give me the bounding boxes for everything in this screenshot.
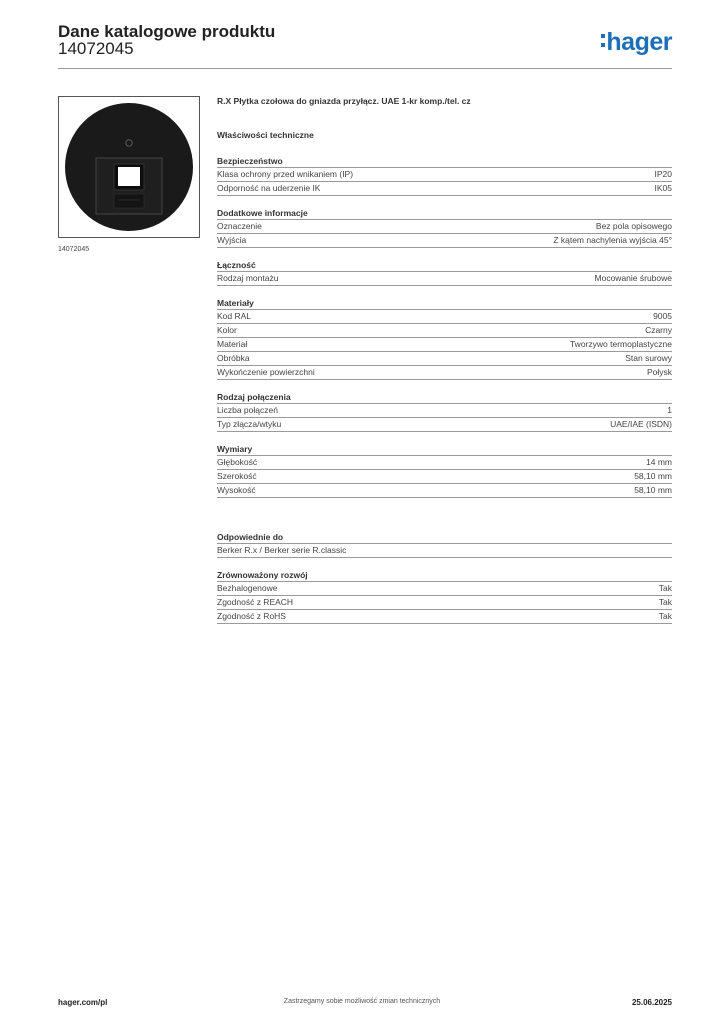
spec-label: Kod RAL <box>217 311 252 321</box>
spec-row <box>217 456 672 470</box>
spec-value: Czarny <box>645 325 672 335</box>
spec-label: Oznaczenie <box>217 221 262 231</box>
spec-value: Tak <box>658 611 672 621</box>
logo-dots-icon <box>601 34 605 52</box>
product-code: 14072045 <box>58 39 134 58</box>
spec-row <box>217 352 672 366</box>
footer-notice: Zastrzegamy sobie możliwość zmian technicznych <box>283 998 441 1005</box>
product-image-frame <box>58 96 200 238</box>
spec-row <box>217 324 672 338</box>
spec-section <box>217 206 672 248</box>
spec-label: Wysokość <box>217 485 256 495</box>
spec-value: UAE/IAE (ISDN) <box>610 419 672 429</box>
spec-label: Bezhalogenowe <box>217 583 278 593</box>
section-title: Wymiary <box>217 442 672 456</box>
spec-row <box>217 182 672 196</box>
spec-value: Bez pola opisowego <box>595 221 672 231</box>
spec-value: 9005 <box>653 311 672 321</box>
spec-label: Berker R.x / Berker serie R.classic <box>217 545 347 555</box>
spec-row <box>217 366 672 380</box>
spec-label: Rodzaj montażu <box>217 273 279 283</box>
section-title: Zrównoważony rozwój <box>217 568 672 582</box>
product-name: R.X Płytka czołowa do gniazda przyłącz. UAE 1-kr komp./tel. cz <box>217 96 471 106</box>
spec-row <box>217 418 672 432</box>
spec-row <box>217 404 672 418</box>
hager-logo <box>601 28 672 57</box>
spec-value: Tak <box>658 583 672 593</box>
spec-section <box>217 530 672 558</box>
section-title: Łączność <box>217 258 672 272</box>
footer-website: hager.com/pl <box>58 998 108 1007</box>
technical-properties-heading: Właściwości techniczne <box>217 130 314 140</box>
spec-label: Materiał <box>217 339 248 349</box>
spec-label: Klasa ochrony przed wnikaniem (IP) <box>217 169 354 179</box>
image-caption: 14072045 <box>58 246 90 253</box>
spec-row <box>217 470 672 484</box>
spec-value: 58,10 mm <box>634 471 672 481</box>
section-title: Materiały <box>217 296 672 310</box>
spec-value: Stan surowy <box>625 353 672 363</box>
spec-section <box>217 154 672 196</box>
technical-sections <box>217 154 672 498</box>
spec-label: Odporność na uderzenie IK <box>217 183 321 193</box>
spec-value: Z kątem nachylenia wyjścia 45° <box>553 235 672 245</box>
footer-date: 25.06.2025 <box>631 998 672 1007</box>
spec-value: Połysk <box>646 367 672 377</box>
spec-row <box>217 310 672 324</box>
spec-value: IP20 <box>654 169 672 179</box>
spec-section <box>217 568 672 624</box>
section-title: Rodzaj połączenia <box>217 390 672 404</box>
spec-row <box>217 338 672 352</box>
spec-label: Zgodność z RoHS <box>217 611 286 621</box>
logo-text: hager <box>606 28 672 56</box>
spec-row <box>217 544 672 558</box>
product-details <box>217 96 672 624</box>
spec-value: Mocowanie śrubowe <box>594 273 672 283</box>
additional-sections <box>217 530 672 624</box>
spec-section <box>217 390 672 432</box>
spec-row <box>217 168 672 182</box>
spec-label: Szerokość <box>217 471 257 481</box>
spec-label: Zgodność z REACH <box>217 597 294 607</box>
spec-row <box>217 234 672 248</box>
spec-value: Tworzywo termoplastyczne <box>569 339 672 349</box>
section-title: Bezpieczeństwo <box>217 154 672 168</box>
spec-label: Liczba połączeń <box>217 405 278 415</box>
section-title: Odpowiednie do <box>217 530 672 544</box>
spec-row <box>217 272 672 286</box>
spec-label: Obróbka <box>217 353 250 363</box>
spec-row <box>217 582 672 596</box>
spec-row <box>217 610 672 624</box>
spec-value: 14 mm <box>646 457 672 467</box>
spec-value: Tak <box>658 597 672 607</box>
spec-section <box>217 258 672 286</box>
spec-value: 58,10 mm <box>634 485 672 495</box>
cover-plate-image <box>62 100 196 234</box>
spec-section <box>217 296 672 380</box>
section-title: Dodatkowe informacje <box>217 206 672 220</box>
spec-label: Wyjścia <box>217 235 247 245</box>
document-title: Dane katalogowe produktu <box>58 22 276 41</box>
spec-label: Wykończenie powierzchni <box>217 367 315 377</box>
spec-value: IK05 <box>654 183 672 193</box>
spec-value: 1 <box>667 405 672 415</box>
spec-label: Typ złącza/wtyku <box>217 419 282 429</box>
header-divider <box>58 68 672 69</box>
spec-row <box>217 220 672 234</box>
spec-label: Głębokość <box>217 457 258 467</box>
spec-row <box>217 484 672 498</box>
spec-label: Kolor <box>217 325 237 335</box>
spec-section <box>217 442 672 498</box>
spec-row <box>217 596 672 610</box>
